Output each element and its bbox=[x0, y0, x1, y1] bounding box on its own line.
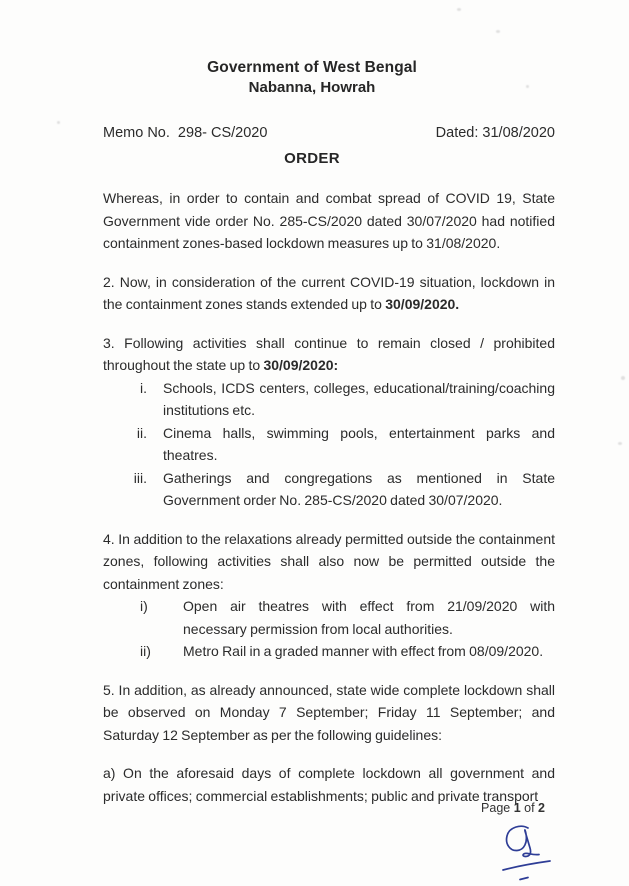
list-marker: iii. bbox=[133, 469, 147, 486]
list-item bbox=[103, 377, 555, 422]
paragraph-2: 2. Now, in consideration of the current COVID-19 situation, lockdown in the containment zones stands extended up to 30/09/2020. bbox=[103, 273, 555, 312]
org-location: Nabanna, Howrah bbox=[248, 79, 376, 96]
list-item bbox=[103, 467, 555, 512]
org-name: Government of West Bengal bbox=[207, 59, 417, 76]
closed-activities-list bbox=[103, 377, 555, 512]
signature-icon bbox=[494, 822, 556, 884]
list-item bbox=[103, 640, 555, 663]
scan-speck bbox=[621, 376, 625, 380]
order-heading: ORDER bbox=[284, 150, 340, 167]
list-item bbox=[103, 595, 555, 640]
scan-speck bbox=[57, 121, 60, 124]
scan-speck bbox=[496, 30, 500, 33]
list-item bbox=[103, 422, 555, 467]
memo-number: Memo No. 298- CS/2020 bbox=[103, 125, 268, 141]
page-number: Page 1 of 2 bbox=[481, 801, 545, 815]
paragraph-5: 5. In addition, as already announced, state wide complete lockdown shall be observed on Monday 7 September; Friday 11 September; and Saturday 12 September as per the following guidelines: bbox=[103, 681, 555, 743]
list-item-text: Open air theatres with effect from 21/09/2020 with necessary permission from local authorities. bbox=[183, 598, 555, 637]
memo-date: Dated: 31/08/2020 bbox=[435, 125, 555, 141]
list-marker: ii) bbox=[140, 643, 151, 659]
list-item-text: Gatherings and congregations as mentioned in State Government order No. 285-CS/2020 dated 30/07/2020. bbox=[163, 469, 555, 508]
list-item-text: Cinema halls, swimming pools, entertainment parks and theatres. bbox=[163, 424, 555, 463]
permitted-activities-list bbox=[103, 595, 555, 663]
paragraph-a: a) On the aforesaid days of complete lockdown all government and private offices; commercial establishments; public and private transport bbox=[103, 765, 555, 804]
paragraph-4: 4. In addition to the relaxations already permitted outside the containment zones, following activities shall also now be permitted outside the containment zones: bbox=[103, 530, 555, 592]
list-item-text: Metro Rail in a graded manner with effect from 08/09/2020. bbox=[183, 643, 544, 659]
memo-row bbox=[103, 123, 555, 144]
scan-speck bbox=[457, 8, 461, 11]
scan-speck bbox=[526, 85, 529, 88]
list-item-text: Schools, ICDS centers, colleges, educational/training/coaching institutions etc. bbox=[163, 379, 555, 418]
list-marker: i. bbox=[140, 379, 147, 396]
scan-speck bbox=[618, 442, 622, 445]
paragraph-whereas: Whereas, in order to contain and combat spread of COVID 19, State Government vide order No. 285-CS/2020 dated 30/07/2020 had notified containment zones-based lockdown measures up to 31/08/2020. bbox=[103, 190, 555, 251]
document-body bbox=[0, 57, 629, 807]
paragraph-3: 3. Following activities shall continue to remain closed / prohibited throughout the state up to 30/09/2020: bbox=[103, 334, 555, 373]
list-marker: ii. bbox=[136, 424, 147, 441]
list-marker: i) bbox=[140, 598, 148, 614]
